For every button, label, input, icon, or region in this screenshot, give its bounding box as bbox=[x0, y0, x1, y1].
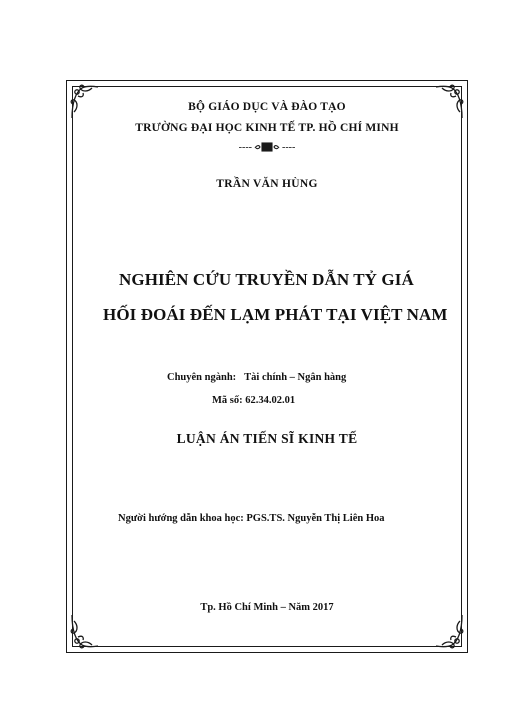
specialization bbox=[167, 372, 346, 383]
place-and-year: Tp. Hồ Chí Minh – Năm 2017 bbox=[200, 602, 334, 613]
book-ornament-icon bbox=[254, 141, 280, 153]
university-name: TRƯỜNG ĐẠI HỌC KINH TẾ TP. HỒ CHÍ MINH bbox=[135, 122, 399, 134]
specialization-code: Mã số: 62.34.02.01 bbox=[212, 395, 296, 406]
inner-border-frame bbox=[72, 86, 462, 647]
corner-ornament-icon bbox=[68, 611, 108, 651]
thesis-title-line-2: HỐI ĐOÁI ĐẾN LẠM PHÁT TẠI VIỆT NAM bbox=[103, 305, 448, 324]
corner-ornament-icon bbox=[426, 611, 466, 651]
specialization-value: Tài chính – Ngân hàng bbox=[244, 372, 347, 383]
thesis-title-line-1: NGHIÊN CỨU TRUYỀN DẪN TỶ GIÁ bbox=[119, 270, 414, 289]
degree-title: LUẬN ÁN TIẾN SĨ KINH TẾ bbox=[176, 431, 358, 446]
header-divider bbox=[72, 141, 462, 153]
author-name: TRẦN VĂN HÙNG bbox=[216, 178, 318, 190]
divider-dash-right: ---- bbox=[282, 141, 296, 153]
specialization-label: Chuyên ngành: bbox=[167, 372, 237, 383]
scientific-advisor: Người hướng dẫn khoa học: PGS.TS. Nguyễn Thị Liên Hoa bbox=[118, 513, 385, 524]
ministry-name: BỘ GIÁO DỤC VÀ ĐÀO TẠO bbox=[188, 101, 346, 113]
divider-dash-left: ---- bbox=[238, 141, 252, 153]
